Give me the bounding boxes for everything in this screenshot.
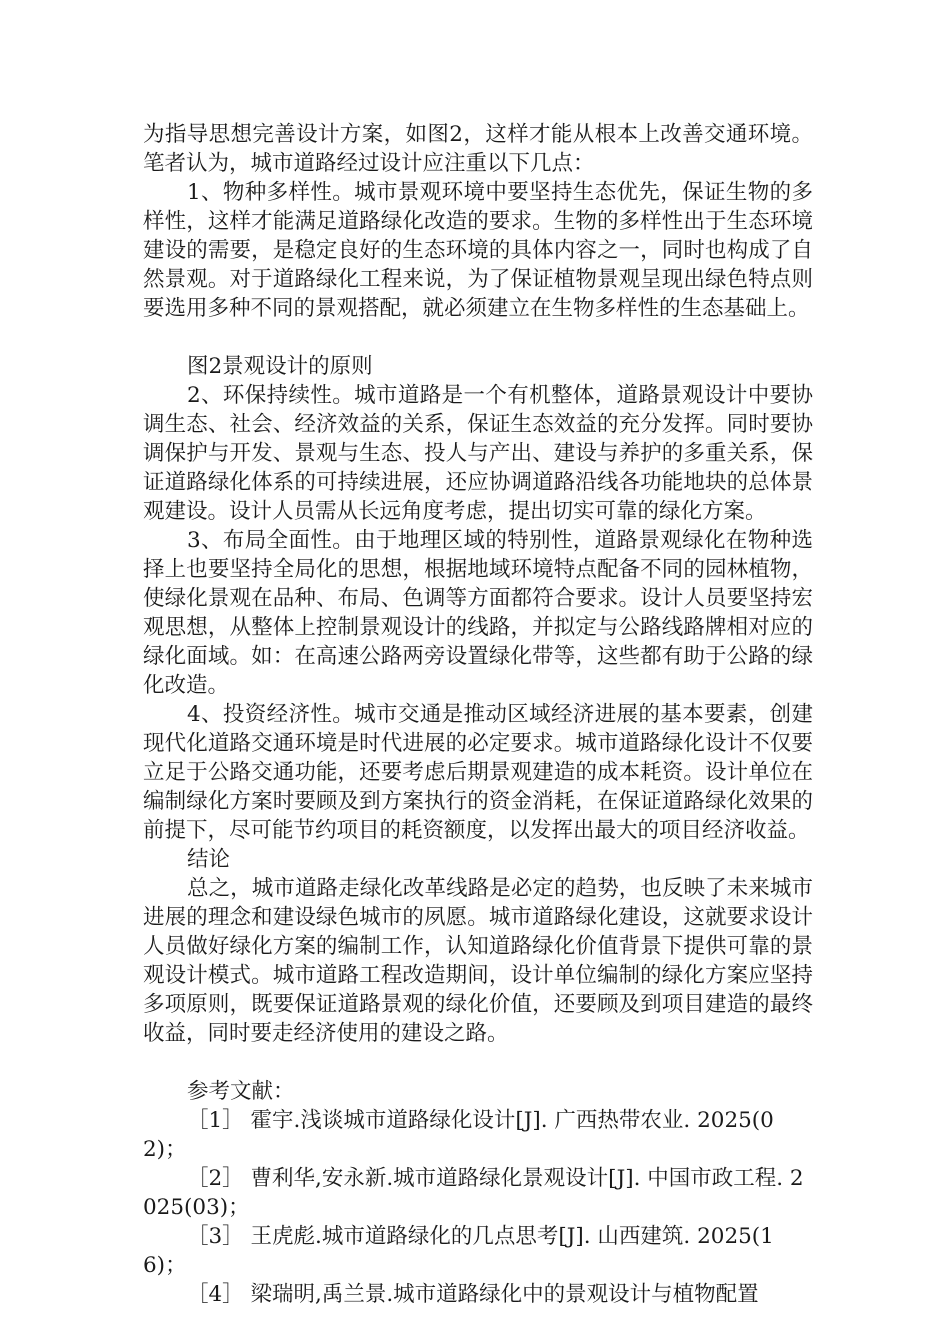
reference-item: ［3］ 王虎彪.城市道路绿化的几点思考[J]. 山西建筑. 2025(16)； <box>143 1224 774 1278</box>
reference-item: ［4］ 梁瑞明,禹兰景.城市道路绿化中的景观设计与植物配置 <box>187 1282 759 1307</box>
spacer <box>143 323 813 352</box>
conclusion-heading: 结论 <box>187 847 231 872</box>
paragraph-species-diversity: 1、物种多样性。城市景观环境中要坚持生态优先，保证生物的多样性，这样才能满足道路绿化改造的要求。生物的多样性出于生态环境建设的需要，是稳定良好的生态环境的具体内容之一，同时也构成了自然景观。对于道路绿化工程来说，为了保证植物景观呈现出绿色特点则要选用多种不同的景观搭配，就必须建立在生物多样性的生态基础上。 <box>143 180 813 321</box>
paragraph-sustainability: 2、环保持续性。城市道路是一个有机整体，道路景观设计中要协调生态、社会、经济效益的关系，保证生态效益的充分发挥。同时要协调保护与开发、景观与生态、投人与产出、建设与养护的多重关系，保证道路绿化体系的可持续进展，还应协调道路沿线各功能地块的总体景观建设。设计人员需从长远角度考虑，提出切实可靠的绿化方案。 <box>143 383 813 524</box>
conclusion-paragraph: 总之，城市道路走绿化改革线路是必定的趋势，也反映了未来城市进展的理念和建设绿色城市的夙愿。城市道路绿化建设，这就要求设计人员做好绿化方案的编制工作，认知道路绿化价值背景下提供可靠的景观设计模式。城市道路工程改造期间，设计单位编制的绿化方案应坚持多项原则，既要保证道路景观的绿化价值，还要顾及到项目建造的最终收益，同时要走经济使用的建设之路。 <box>143 876 813 1046</box>
intro-paragraph: 为指导思想完善设计方案，如图2，这样才能从根本上改善交通环境。笔者认为，城市道路经过设计应注重以下几点： <box>143 122 813 176</box>
figure-caption: 图2景观设计的原则 <box>187 354 373 379</box>
references-heading: 参考文献： <box>187 1079 295 1104</box>
paragraph-investment: 4、投资经济性。城市交通是推动区域经济进展的基本要素，创建现代化道路交通环境是时代进展的必定要求。城市道路绿化设计不仅要立足于公路交通功能，还要考虑后期景观建造的成本耗资。设计单位在编制绿化方案时要顾及到方案执行的资金消耗，在保证道路绿化效果的前提下，尽可能节约项目的耗资额度，以发挥出最大的项目经济收益。 <box>143 702 813 843</box>
document-body <box>143 120 813 1309</box>
paragraph-layout: 3、布局全面性。由于地理区域的特别性，道路景观绿化在物种选择上也要坚持全局化的思想，根据地域环境特点配备不同的园林植物，使绿化景观在品种、布局、色调等方面都符合要求。设计人员要坚持宏观思想，从整体上控制景观设计的线路，并拟定与公路线路牌相对应的绿化面域。如：在高速公路两旁设置绿化带等，这些都有助于公路的绿化改造。 <box>143 528 813 698</box>
reference-item: ［1］ 霍宇.浅谈城市道路绿化设计[J]. 广西热带农业. 2025(02)； <box>143 1108 774 1162</box>
reference-item: ［2］ 曹利华,安永新.城市道路绿化景观设计[J]. 中国市政工程. 2025(03)； <box>143 1166 804 1220</box>
spacer <box>143 1048 813 1077</box>
